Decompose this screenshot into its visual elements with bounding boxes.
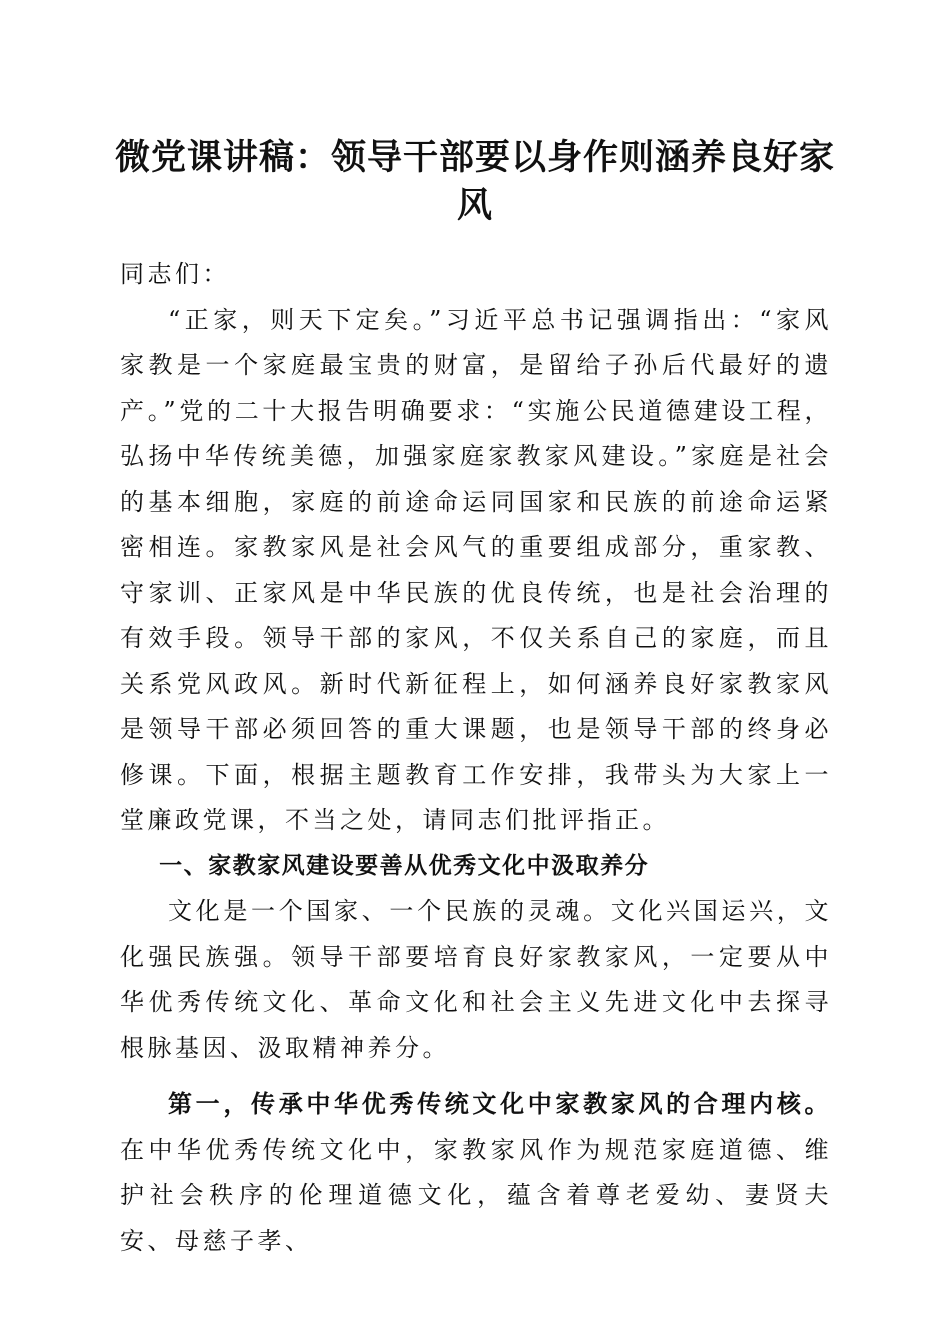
point-1-text: 在中华优秀传统文化中，家教家风作为规范家庭道德、维护社会秩序的伦理道德文化，蕴含着尊老爱幼、妻贤夫安、母慈子孝、 [120, 1135, 832, 1255]
document-body [120, 252, 832, 1264]
intro-paragraph: “正家，则天下定矣。”习近平总书记强调指出：“家风家教是一个家庭最宝贵的财富，是留给子孙后代最好的遗产。”党的二十大报告明确要求：“实施公民道德建设工程，弘扬中华传统美德，加强家庭家教家风建设。”家庭是社会的基本细胞，家庭的前途命运同国家和民族的前途命运紧密相连。家教家风是社会风气的重要组成部分，重家教、守家训、正家风是中华民族的优良传统，也是社会治理的有效手段。领导干部的家风，不仅关系自己的家庭，而且关系党风政风。新时代新征程上，如何涵养良好家教家风是领导干部必须回答的重大课题，也是领导干部的终身必修课。下面，根据主题教育工作安排，我带头为大家上一堂廉政党课，不当之处，请同志们批评指正。 [120, 305, 832, 834]
point-1-lead: 第一，传承中华优秀传统文化中家教家风的合理内核。 [168, 1089, 832, 1118]
section-heading-1: 一、家教家风建设要善从优秀文化中汲取养分 [159, 852, 650, 879]
document-title: 微党课讲稿：领导干部要以身作则涵养良好家风 [114, 137, 835, 226]
salutation: 同志们： [120, 260, 230, 288]
point-1-paragraph [120, 1081, 832, 1264]
section-1-paragraph: 文化是一个国家、一个民族的灵魂。文化兴国运兴，文化强民族强。领导干部要培育良好家教家风，一定要从中华优秀传统文化、革命文化和社会主义先进文化中去探寻根脉基因、汲取精神养分。 [120, 897, 832, 1062]
